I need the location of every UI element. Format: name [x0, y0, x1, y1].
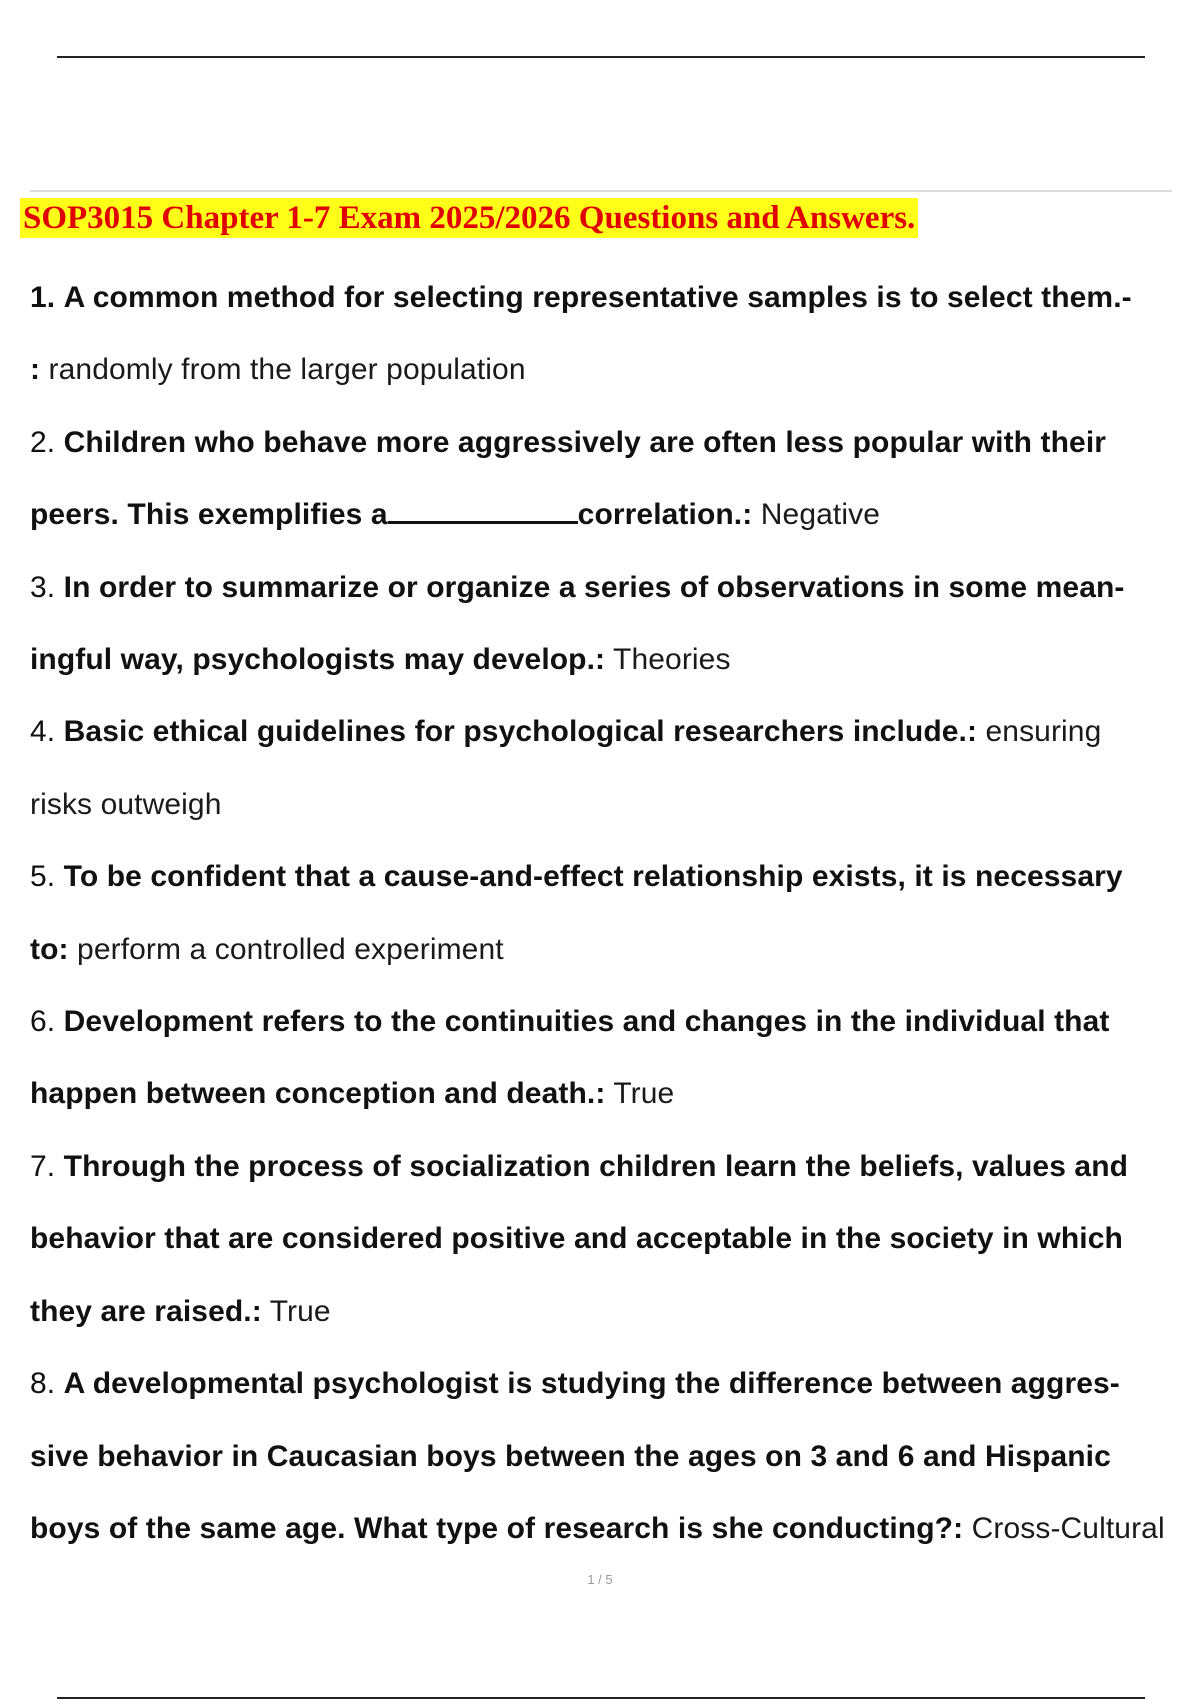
question-6-text-cont: happen between conception and death.: [30, 1077, 606, 1111]
question-7-line-2 [30, 1203, 1180, 1275]
question-6-line-1 [30, 986, 1180, 1058]
question-5-line-2 [30, 914, 1180, 986]
question-6-text: Development refers to the continuities and changes in the individual that [63, 1005, 1110, 1039]
question-1-number: 1. [30, 281, 56, 314]
question-3-line-1 [30, 552, 1180, 624]
question-2-number: 2. [30, 425, 56, 459]
question-2-text: Children who behave more aggressively are often less popular with their [63, 425, 1107, 459]
question-2-line-2 [30, 479, 1180, 551]
document-title: SOP3015 Chapter 1-7 Exam 2025/2026 Questions and Answers. [20, 198, 918, 238]
question-7-line-1 [30, 1131, 1180, 1203]
answer-6: True [613, 1077, 675, 1111]
question-2-line-1 [30, 407, 1180, 479]
question-7-number: 7. [30, 1149, 56, 1183]
question-4-line-2 [30, 769, 1180, 841]
footer-rule [57, 1697, 1145, 1699]
question-1-line-1 [30, 262, 1180, 334]
question-7-text-end: they are raised.: [30, 1294, 262, 1328]
fill-in-blank [388, 497, 578, 524]
answer-8: Cross-Cultural [971, 1511, 1165, 1545]
answer-2: Negative [760, 498, 880, 532]
question-8-number: 8. [30, 1367, 56, 1401]
question-8-text: A developmental psychologist is studying the difference between aggres- [63, 1367, 1120, 1401]
question-2-text-cont: peers. This exemplifies a [30, 498, 388, 532]
question-5-text-cont: to: [30, 932, 69, 966]
question-3-line-2 [30, 624, 1180, 696]
answer-4-cont: risks outweigh [30, 787, 222, 821]
question-1-text: A common method for selecting representative samples is to select them.- [63, 281, 1132, 314]
question-6-number: 6. [30, 1005, 56, 1039]
answer-5: perform a controlled experiment [77, 932, 504, 966]
question-8-line-3 [30, 1493, 1180, 1565]
question-4-text: Basic ethical guidelines for psychological researchers include.: [63, 715, 978, 749]
answer-7: True [269, 1294, 331, 1328]
question-8-line-2 [30, 1421, 1180, 1493]
header-rule [57, 56, 1145, 58]
question-3-text: In order to summarize or organize a series of observations in some mean- [63, 570, 1125, 604]
answer-3: Theories [613, 643, 731, 677]
answer-1: randomly from the larger population [48, 353, 526, 387]
question-5-line-1 [30, 841, 1180, 913]
question-5-text: To be confident that a cause-and-effect relationship exists, it is necessary [63, 860, 1123, 894]
qa-list [30, 262, 1180, 1565]
question-4-line-1 [30, 696, 1180, 768]
question-1-line-2 [30, 334, 1180, 406]
question-7-text-cont: behavior that are considered positive and acceptable in the society in which [30, 1222, 1123, 1256]
question-8-text-cont: sive behavior in Caucasian boys between the ages on 3 and 6 and Hispanic [30, 1439, 1111, 1473]
question-8-line-1 [30, 1348, 1180, 1420]
title-rule [30, 190, 1172, 192]
page-number: 1 / 5 [587, 1572, 613, 1587]
answer-4: ensuring [985, 715, 1102, 749]
question-1-text-cont: : [30, 353, 41, 387]
question-3-number: 3. [30, 570, 56, 604]
question-3-text-cont: ingful way, psychologists may develop.: [30, 643, 606, 677]
question-8-text-end: boys of the same age. What type of research is she conducting?: [30, 1511, 964, 1545]
question-7-line-3 [30, 1276, 1180, 1348]
question-2-text-end: correlation.: [577, 498, 753, 532]
question-7-text: Through the process of socialization children learn the beliefs, values and [63, 1149, 1129, 1183]
question-5-number: 5. [30, 860, 56, 894]
question-6-line-2 [30, 1058, 1180, 1130]
question-4-number: 4. [30, 715, 56, 749]
